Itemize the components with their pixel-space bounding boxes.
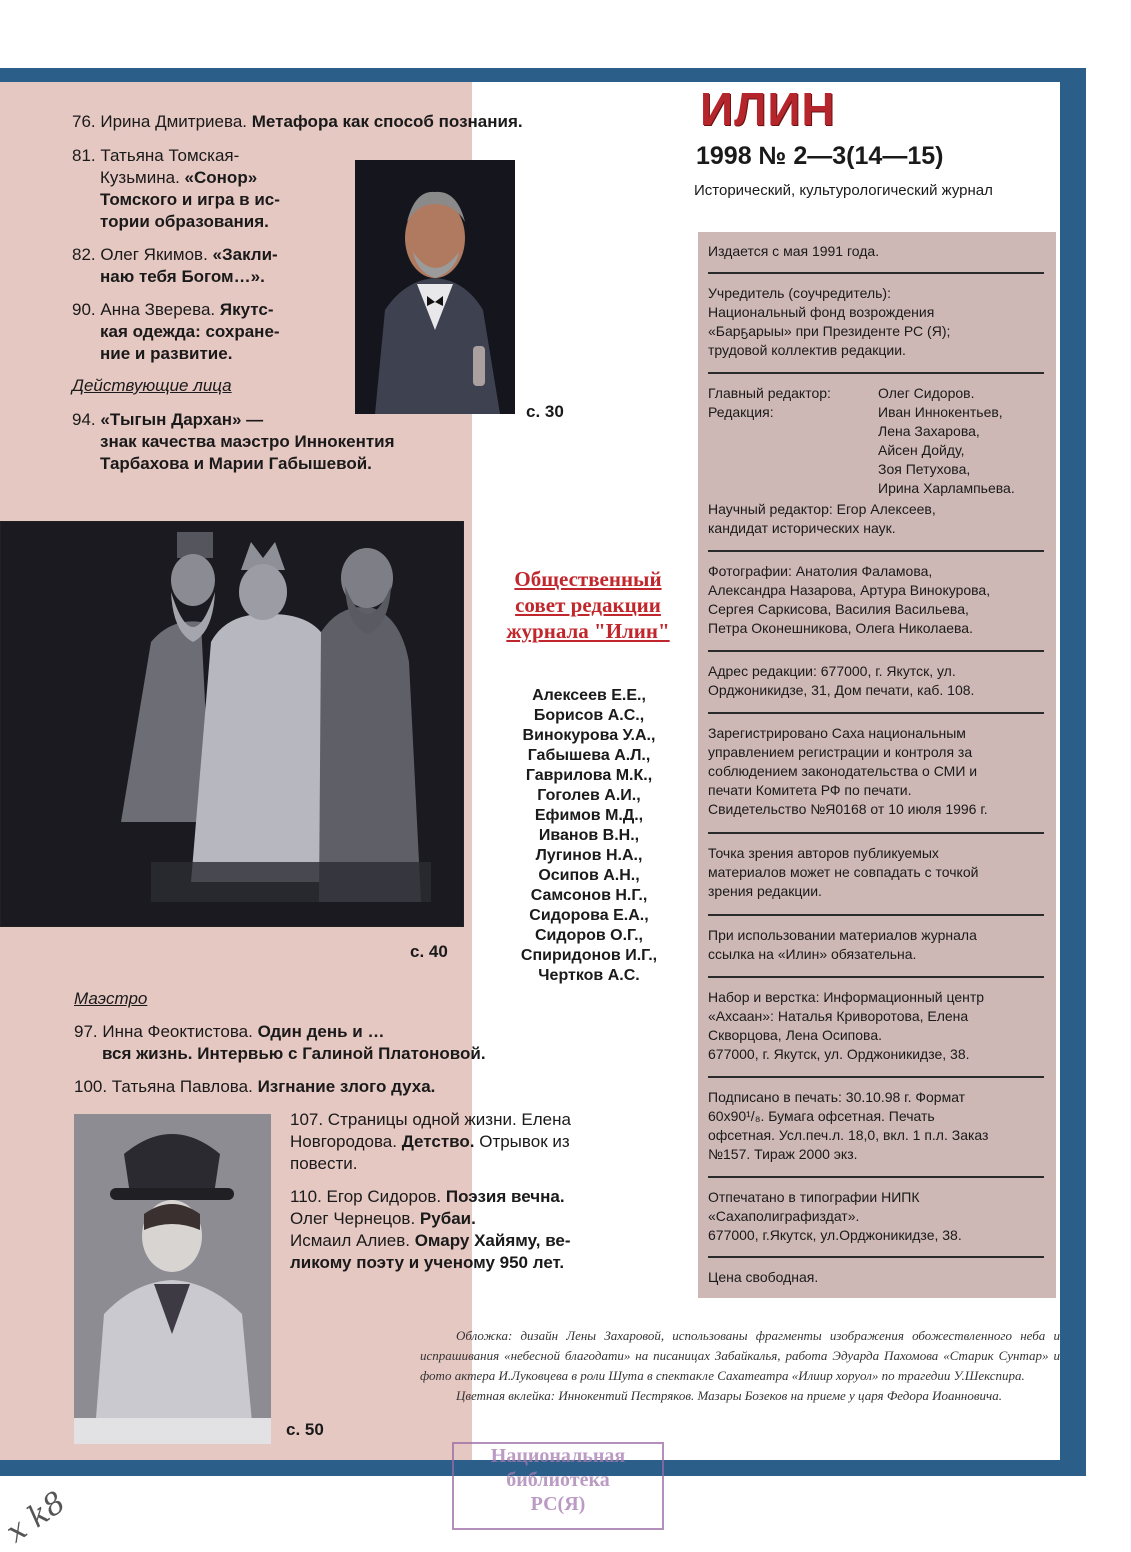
divider: [708, 550, 1044, 552]
section-actors: Действующие лица: [72, 376, 232, 395]
imprint-viewpoint: Точка зрения авторов публикуемых материалов может не совпадать с точкой зрения редакции.: [708, 845, 979, 899]
credit-cover: Обложка: дизайн Лены Захаровой, использованы фрагменты изображения обожествленного неба и испрашивания «небесной благодати» на писаницах Забайкалья, работа Эдуарда Пахомова «Старик Сунтар» и фото актера И.Луковцева в роли Шута в спектакле Сахатеатра «Илиир хоруол» по трагедии У.Шекспира.: [420, 1328, 1060, 1383]
divider: [708, 976, 1044, 978]
divider: [708, 1176, 1044, 1178]
council-member: Борисов А.С.,: [533, 707, 645, 724]
handwritten-note: x k8: [0, 1484, 73, 1551]
portrait-painting-woman: [74, 1114, 271, 1444]
divider: [708, 1076, 1044, 1078]
council-member: Спиридонов И.Г.,: [520, 947, 658, 964]
staff-member: Зоя Петухова,: [878, 461, 971, 477]
council-title: Общественный совет редакции журнала "Илин": [506, 567, 670, 643]
imprint-since: Издается с мая 1991 года.: [708, 243, 880, 259]
divider: [708, 712, 1044, 714]
council-member: Габышева А.Л.,: [527, 747, 651, 764]
imprint-reference: При использовании материалов журнала ссылка на «Илин» обязательна.: [708, 927, 977, 962]
imprint-photos: Фотографии: Анатолия Фаламова, Александра Назарова, Артура Винокурова, Сергея Саркисова, Василия Васильева, Петра Оконешникова, Олега Николаева.: [708, 563, 991, 636]
toc-entry-100[interactable]: 100. Татьяна Павлова. Изгнание злого духа.: [74, 1077, 436, 1096]
council-member: Гаврилова М.К.,: [525, 767, 653, 784]
imprint-typesetting: Набор и верстка: Информационный центр «Ахсаан»: Наталья Криворотова, Елена Скворцова, Лена Осипова. 677000, г. Якутск, ул. Орджоникидзе, 38.: [708, 989, 985, 1062]
journal-subtitle: Исторический, культурологический журнал: [694, 182, 993, 199]
imprint-printing: Отпечатано в типографии НИПК «Сахаполиграфиздат». 677000, г.Якутск, ул.Орджоникидзе, 38.: [708, 1189, 962, 1243]
divider: [708, 1256, 1044, 1258]
council-member: Ефимов М.Д.,: [534, 807, 644, 824]
toc-entry-107[interactable]: 107. Страницы одной жизни. Елена Новгородова. Детство. Отрывок из повести.: [290, 1110, 571, 1173]
imprint-editors: Главный редактор: Олег Сидоров. Редакция: Иван Иннокентьев, Лена Захарова, Айсен Дойду, Зоя Петухова, Ирина Харлампьева.: [708, 385, 1015, 496]
council-member: Гоголев А.И.,: [537, 787, 641, 804]
library-stamp: Национальная библиотека РС(Я): [452, 1442, 664, 1530]
section-maestro: Маэстро: [74, 989, 148, 1008]
journal-logo: ИЛИН: [700, 83, 836, 135]
cover-credits: [420, 1326, 1060, 1406]
staff-member: Айсен Дойду,: [878, 442, 965, 458]
imprint-registration: Зарегистрировано Саха национальным управлением регистрации и контроля за соблюдением законодательства о СМИ и печати Комитета РФ по печати. Свидетельство №Я0168 от 10 июля 1996 г.: [708, 725, 988, 817]
imprint-address: Адрес редакции: 677000, г. Якутск, ул. Орджоникидзе, 31, Дом печати, каб. 108.: [708, 663, 975, 698]
council-member: Лугинов Н.А.,: [535, 847, 643, 864]
divider: [708, 650, 1044, 652]
toc-entry-76[interactable]: 76. Ирина Дмитриева. Метафора как способ познания.: [72, 112, 523, 131]
council-member: Чертков А.С.: [538, 967, 640, 984]
imprint-signed: Подписано в печать: 30.10.98 г. Формат 60х90¹/₈. Бумага офсетная. Печать офсетная. Усл.печ.л. 18,0, вкл. 1 п.л. Заказ №157. Тираж 2000 экз.: [708, 1089, 989, 1162]
divider: [708, 832, 1044, 834]
sculpture-photo: [0, 521, 464, 927]
council-members: [492, 686, 686, 986]
caption-p30: с. 30: [526, 402, 564, 421]
divider: [708, 272, 1044, 274]
council-member: Осипов А.Н.,: [538, 867, 640, 884]
imprint-price: Цена свободная.: [708, 1269, 819, 1285]
council-member: Сидоров О.Г.,: [535, 927, 643, 944]
toc-entry-97[interactable]: 97. Инна Феоктистова. Один день и … вся жизнь. Интервью с Галиной Платоновой.: [74, 1022, 486, 1063]
toc-entry-82[interactable]: 82. Олег Якимов. «Закли- наю тебя Богом…».: [72, 245, 278, 286]
caption-p40: с. 40: [410, 942, 448, 961]
toc-entry-81[interactable]: 81. Татьяна Томская- Кузьмина. «Сонор» Томского и игра в ис- тории образования.: [72, 146, 280, 231]
caption-p50: с. 50: [286, 1420, 324, 1439]
imprint-science-editor: Научный редактор: Егор Алексеев, кандидат исторических наук.: [708, 501, 936, 536]
portrait-photo-man: [355, 160, 515, 414]
council-member: Винокурова У.А.,: [522, 727, 656, 744]
council-member: Самсонов Н.Г.,: [530, 887, 648, 904]
staff-member: Иван Иннокентьев,: [878, 404, 1003, 420]
toc-entry-110[interactable]: 110. Егор Сидоров. Поэзия вечна. Олег Чернецов. Рубаи. Исмаил Алиев. Омару Хайяму, ве- ликому поэту и ученому 950 лет.: [290, 1187, 571, 1272]
imprint-box: [698, 232, 1056, 1298]
divider: [708, 372, 1044, 374]
imprint-founder: Учредитель (соучредитель): Национальный фонд возрождения «Барҕарыы» при Президенте РС (Я); трудовой коллектив редакции.: [708, 285, 951, 358]
divider: [708, 914, 1044, 916]
toc-entry-94[interactable]: 94. «Тыгын Дархан» — знак качества маэстро Иннокентия Тарбахова и Марии Габышевой.: [72, 410, 395, 473]
council-member: Сидорова Е.А.,: [529, 907, 649, 924]
council-member: Иванов В.Н.,: [538, 827, 640, 844]
council-member: Алексеев Е.Е.,: [532, 687, 646, 704]
staff-member: Лена Захарова,: [878, 423, 980, 439]
issue-number: 1998 № 2—3(14—15): [696, 142, 944, 170]
staff-member: Ирина Харлампьева.: [878, 480, 1015, 496]
toc-entry-90[interactable]: 90. Анна Зверева. Якутс- кая одежда: сохране- ние и развитие.: [72, 300, 280, 363]
credit-insert: Цветная вклейка: Иннокентий Пестряков. Мазары Бозеков на приеме у царя Федора Иоанновича.: [456, 1388, 1002, 1403]
